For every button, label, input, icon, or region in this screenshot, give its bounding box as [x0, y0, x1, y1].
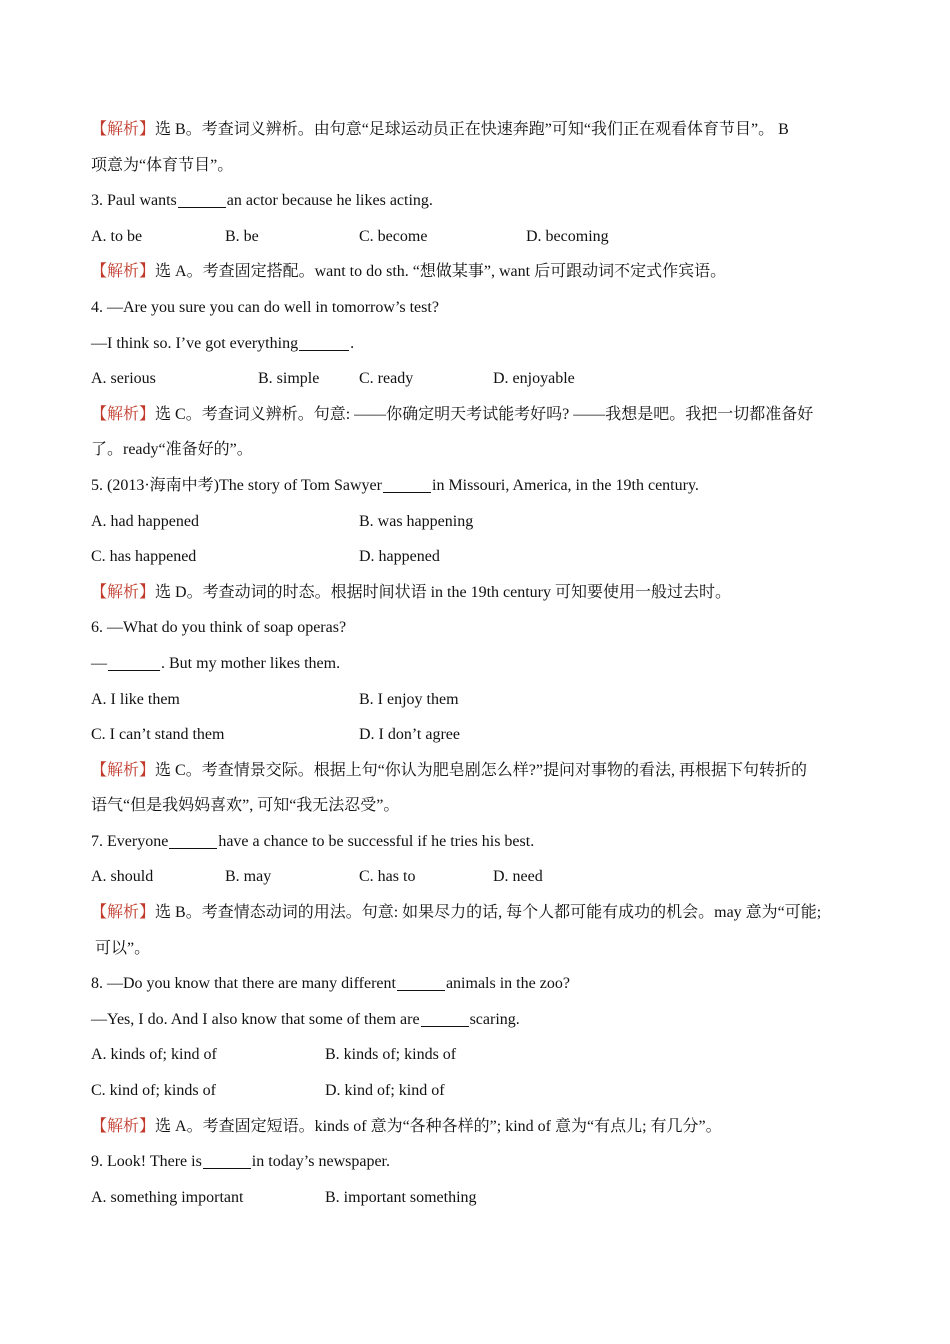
- q3-stem: [91, 183, 871, 219]
- q6-explanation-text-2: 语气“但是我妈妈喜欢”, 可知“我无法忍受”。: [91, 797, 400, 815]
- q3-explanation-text: 选 A。考查固定搭配。want to do sth. “想做某事”, want 后可跟动词不定式作宾语。: [155, 263, 727, 281]
- q8-options-row1: [91, 1037, 871, 1073]
- q7-option-a: A. should: [91, 868, 154, 886]
- q6-option-d: D. I don’t agree: [359, 726, 460, 744]
- q7-stem-before: 7. Everyone: [91, 832, 169, 850]
- q2-explanation-line1: [91, 112, 871, 148]
- answer-blank: [178, 190, 226, 208]
- q9-stem: [91, 1144, 871, 1180]
- q6-stem-line2: [91, 646, 871, 682]
- answer-blank: [299, 333, 349, 351]
- q5-option-b: B. was happening: [359, 512, 474, 530]
- q9-option-b: B. important something: [325, 1188, 477, 1206]
- q9-stem-after: in today’s newspaper.: [251, 1153, 390, 1171]
- q6-options-row1: [91, 682, 871, 718]
- answer-blank: [397, 973, 445, 991]
- q8-option-b: B. kinds of; kinds of: [325, 1046, 457, 1064]
- analysis-tag: 【解析】: [91, 761, 156, 779]
- analysis-tag: 【解析】: [91, 1117, 156, 1135]
- q5-option-d: D. happened: [359, 548, 440, 566]
- analysis-tag: 【解析】: [91, 583, 156, 601]
- q9-options: [91, 1180, 871, 1216]
- q6-stem-after: . But my mother likes them.: [161, 654, 341, 672]
- q8-stem-line2: [91, 1002, 871, 1038]
- q8-stem-after: animals in the zoo?: [445, 975, 570, 993]
- q4-option-a: A. serious: [91, 370, 156, 388]
- q6-options-row2: [91, 717, 871, 753]
- q4-option-b: B. simple: [258, 370, 320, 388]
- q7-explanation-line1: [91, 895, 871, 931]
- q5-options-row1: [91, 504, 871, 540]
- q3-option-a: A. to be: [91, 227, 143, 245]
- q7-stem: [91, 824, 871, 860]
- q5-stem-after: in Missouri, America, in the 19th century.: [432, 476, 699, 494]
- q4-stem-line1: [91, 290, 871, 326]
- q3-stem-before: 3. Paul wants: [91, 192, 177, 210]
- q4-stem-text: 4. —Are you sure you can do well in tomorrow’s test?: [91, 298, 439, 316]
- q8-stem-line1: [91, 966, 871, 1002]
- q3-option-b: B. be: [225, 227, 259, 245]
- q7-explanation-text-2: 可以”。: [91, 939, 151, 957]
- q7-stem-after: have a chance to be successful if he tries his best.: [218, 832, 535, 850]
- q3-option-d: D. becoming: [526, 227, 609, 245]
- q6-stem-line1: [91, 610, 871, 646]
- q6-explanation-line2: [91, 788, 871, 824]
- answer-blank: [108, 653, 160, 671]
- q4-explanation-line1: [91, 397, 871, 433]
- q4-explanation-text-2: 了。ready“准备好的”。: [91, 441, 253, 459]
- q5-option-a: A. had happened: [91, 512, 199, 530]
- q5-option-c: C. has happened: [91, 548, 197, 566]
- q7-option-d: D. need: [493, 868, 543, 886]
- analysis-tag: 【解析】: [91, 121, 156, 138]
- q6-stem-text: 6. —What do you think of soap operas?: [91, 619, 347, 637]
- q7-option-b: B. may: [225, 868, 272, 886]
- q7-explanation-line2: [91, 931, 871, 967]
- q5-options-row2: [91, 539, 871, 575]
- q6-stem-before: —: [91, 654, 107, 672]
- q7-option-c: C. has to: [359, 868, 416, 886]
- q8-stem2-after: scaring.: [469, 1010, 520, 1028]
- q7-options: [91, 859, 871, 895]
- q6-option-c: C. I can’t stand them: [91, 726, 225, 744]
- q8-explanation-text: 选 A。考查固定短语。kinds of 意为“各种各样的”; kind of 意为“有点儿; 有几分”。: [155, 1117, 722, 1135]
- q5-stem: [91, 468, 871, 504]
- q8-option-a: A. kinds of; kind of: [91, 1046, 217, 1064]
- q3-stem-after: an actor because he likes acting.: [226, 192, 433, 210]
- analysis-tag: 【解析】: [91, 263, 156, 281]
- worksheet-page: [91, 112, 871, 1215]
- analysis-tag: 【解析】: [91, 405, 156, 423]
- q8-explanation: [91, 1109, 871, 1145]
- q4-explanation-text: 选 C。考查词义辨析。句意: ——你确定明天考试能考好吗? ——我想是吧。我把一切都准备好: [155, 405, 814, 423]
- analysis-tag: 【解析】: [91, 904, 156, 922]
- q2-explanation-line2: [91, 148, 871, 184]
- q7-explanation-text: 选 B。考查情态动词的用法。句意: 如果尽力的话, 每个人都可能有成功的机会。may 意为“可能;: [155, 904, 822, 922]
- q3-explanation: [91, 254, 871, 290]
- q9-option-a: A. something important: [91, 1188, 244, 1206]
- q2-explanation-text: 选 B。考查词义辨析。由句意“足球运动员正在快速奔跑”可知“我们正在观看体育节目”。 B: [155, 121, 789, 138]
- q5-explanation: [91, 575, 871, 611]
- q6-option-a: A. I like them: [91, 690, 180, 708]
- answer-blank: [383, 475, 431, 493]
- q9-stem-before: 9. Look! There is: [91, 1153, 202, 1171]
- q8-options-row2: [91, 1073, 871, 1109]
- q4-explanation-line2: [91, 432, 871, 468]
- q8-stem2-before: —Yes, I do. And I also know that some of them are: [91, 1010, 420, 1028]
- q4-option-d: D. enjoyable: [493, 370, 575, 388]
- q3-option-c: C. become: [359, 227, 428, 245]
- q4-stem-before: —I think so. I’ve got everything: [91, 334, 299, 352]
- q8-option-c: C. kind of; kinds of: [91, 1082, 216, 1100]
- q3-options: [91, 219, 871, 255]
- q6-option-b: B. I enjoy them: [359, 690, 459, 708]
- q4-option-c: C. ready: [359, 370, 414, 388]
- q5-stem-before: 5. (2013·海南中考)The story of Tom Sawyer: [91, 476, 382, 494]
- q8-stem-before: 8. —Do you know that there are many different: [91, 975, 396, 993]
- q5-explanation-text: 选 D。考查动词的时态。根据时间状语 in the 19th century 可知要使用一般过去时。: [155, 583, 731, 601]
- q4-options: [91, 361, 871, 397]
- answer-blank: [169, 831, 217, 849]
- q8-option-d: D. kind of; kind of: [325, 1082, 445, 1100]
- q2-explanation-text-2: 项意为“体育节目”。: [91, 156, 234, 174]
- answer-blank: [421, 1009, 469, 1027]
- answer-blank: [203, 1151, 251, 1169]
- q4-stem-after: .: [350, 334, 355, 352]
- q6-explanation-text: 选 C。考查情景交际。根据上句“你认为肥皂剧怎么样?”提问对事物的看法, 再根据下句转折的: [155, 761, 807, 779]
- q4-stem-line2: [91, 326, 871, 362]
- q6-explanation-line1: [91, 753, 871, 789]
